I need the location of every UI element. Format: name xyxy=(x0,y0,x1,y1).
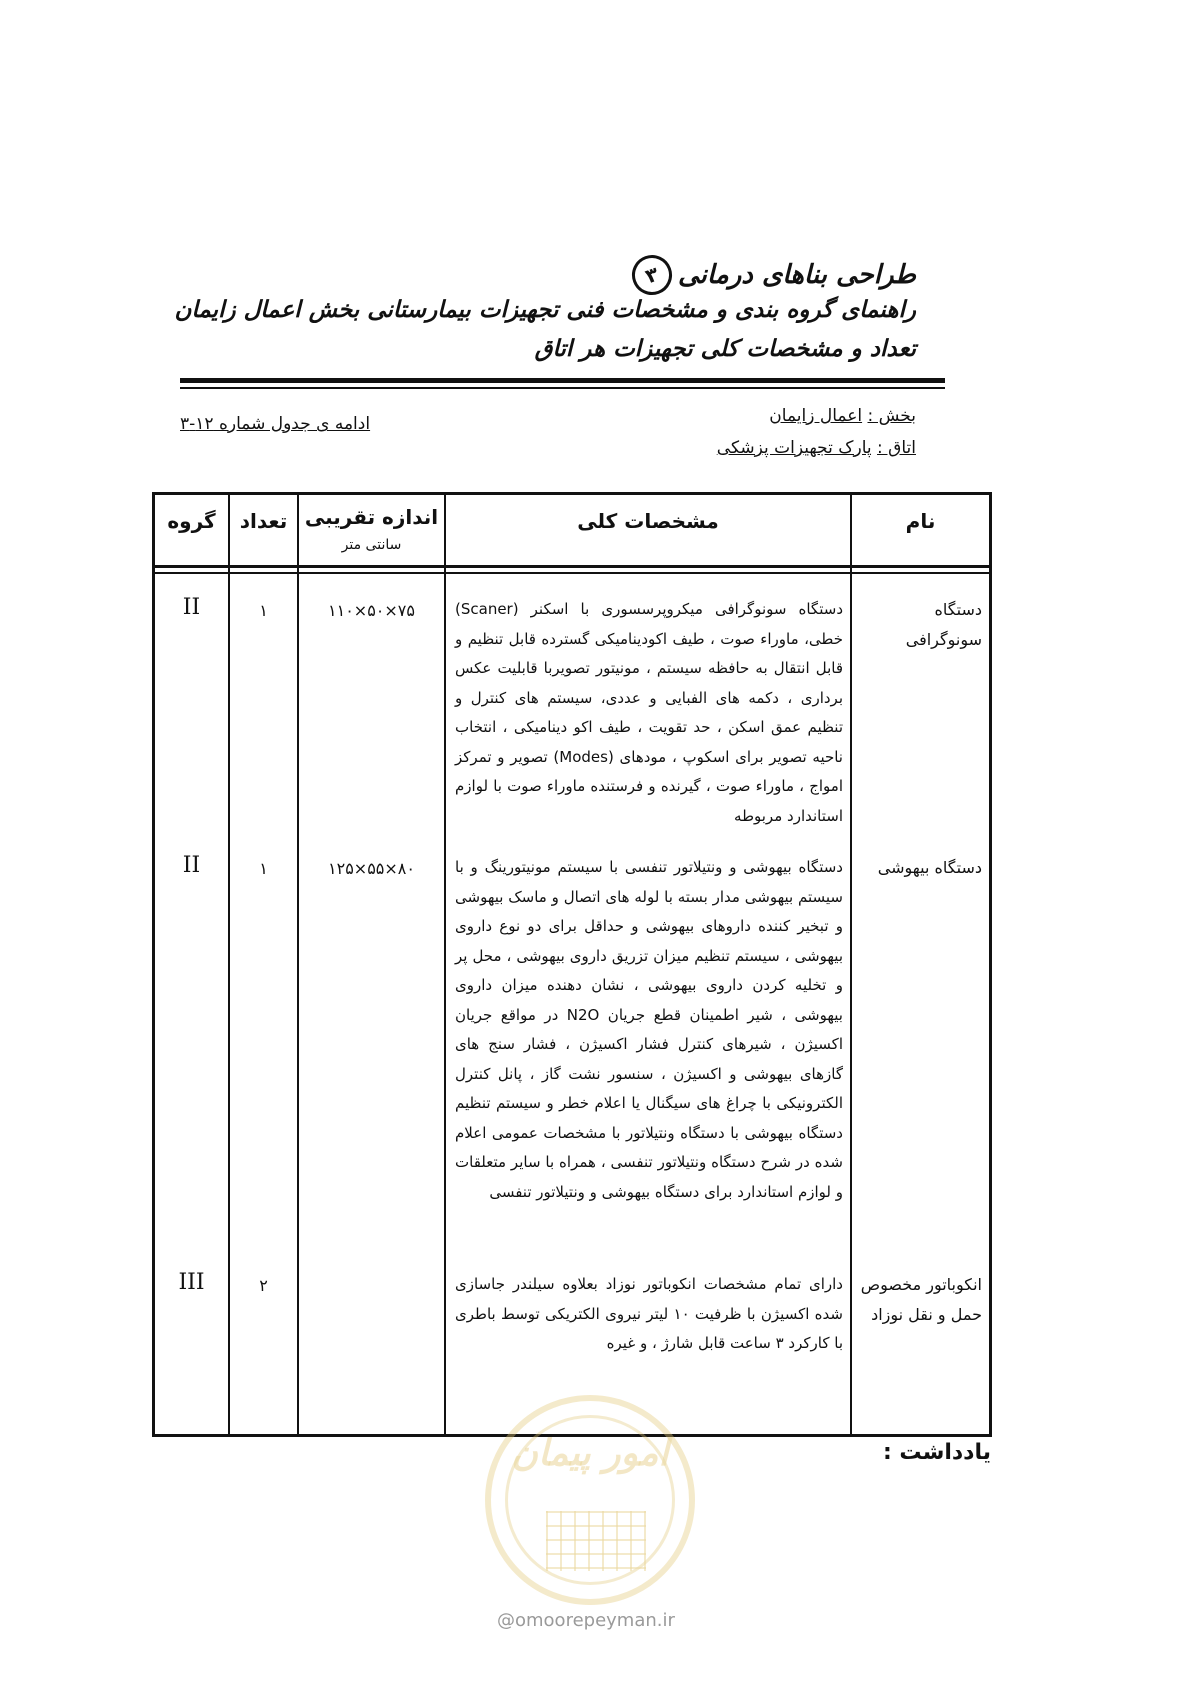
header-bottom-rule xyxy=(155,565,989,568)
continuation-text: ادامه ی جدول شماره ۱۲-۳ xyxy=(180,414,371,434)
col-divider-size xyxy=(444,495,446,1434)
book-title xyxy=(632,255,916,295)
header-size-unit: سانتی متر xyxy=(341,537,402,553)
col-divider-count xyxy=(297,495,299,1434)
row1-count: ۱ xyxy=(259,601,268,620)
seal-lettering: امور پیمان xyxy=(511,1433,669,1474)
row2-count: ۱ xyxy=(259,859,268,878)
table-continuation xyxy=(180,414,370,434)
row2-size: ۱۲۵×۵۵×۸۰ xyxy=(328,859,415,878)
row2-spec: دستگاه بیهوشی و ونتیلاتور تنفسی با سیستم مونیتورینگ و با سیستم بیهوشی مدار بسته با لوله های اتصال و ماسک بیهوشی و تبخیر کننده داروهای بیهوشی و حداقل برای دو نوع داروی بیهوشی ، سیستم تنظیم میزان تزریق داروی بیهوشی ، محل پر و تخلیه کردن داروی بیهوشی ، نشان دهنده میزان داروی بیهوشی ، شیر اطمینان قطع جریان N2O در مواقع جریان اکسیژن ، شیرهای کنترل فشار اکسیژن ، فشار سنج های گازهای بیهوشی و اکسیژن ، سنسور نشت گاز ، پانل کنترل الکترونیکی با چراغ های سیگنال یا اعلام خطر و سیستم تنظیم دستگاه بیهوشی با دستگاه ونتیلاتور با مشخصات عمومی اعلام شده در شرح دستگاه ونتیلاتور تنفسی ، همراه با سایر متعلقات و لوازم استاندارد برای دستگاه بیهوشی و ونتیلاتور تنفسی xyxy=(455,858,843,1201)
row2-name: دستگاه بیهوشی xyxy=(877,858,982,877)
header-group: گروه xyxy=(167,509,216,533)
watermark-seal xyxy=(485,1395,695,1605)
section-subtitle: تعداد و مشخصات کلی تجهیزات هر اتاق xyxy=(534,336,916,362)
room-label: اتاق : xyxy=(877,438,916,458)
header-spec: مشخصات کلی xyxy=(577,509,719,533)
row3-count: ۲ xyxy=(259,1276,268,1295)
guide-title: راهنمای گروه بندی و مشخصات فنی تجهیزات بیمارستانی بخش اعمال زایمان xyxy=(174,297,916,323)
row1-name: دستگاه سونوگرافی xyxy=(905,600,982,649)
header-count: تعداد xyxy=(239,509,288,533)
row2-group: II xyxy=(182,853,201,878)
seal-grid-pattern xyxy=(546,1511,646,1571)
section-label: بخش : xyxy=(867,406,916,426)
row1-spec: دستگاه سونوگرافی میکروپرسسوری با اسکنر (Scaner) خطی، ماوراء صوت ، طیف اکودینامیکی گسترده قابل تنظیم و قابل انتقال به حافظه سیستم ، مونیتور تصویربا قابلیت عکس برداری ، دکمه های الفبایی و عددی، سیستم های کنترل و تنظیم عمق اسکن ، حد تقویت ، طیف اکو دینامیکی ، انتخاب ناحیه تصویر برای اسکوپ ، مودهای (Modes) تصویر و تمرکز امواج ، ماوراء صوت ، گیرنده و فرستنده ماوراء صوت با لوازم استاندارد مربوطه xyxy=(455,600,843,825)
header-name: نام xyxy=(905,509,936,533)
row1-group: II xyxy=(182,595,201,620)
row3-name: انکوباتور مخصوص حمل و نقل نوزاد xyxy=(860,1275,982,1324)
col-divider-spec xyxy=(850,495,852,1434)
watermark-site: @omoorepeyman.ir xyxy=(497,1610,675,1631)
section-value: اعمال زایمان xyxy=(769,406,863,426)
room-value: پارک تجهیزات پزشکی xyxy=(716,438,872,458)
volume-badge: ۳ xyxy=(626,249,677,300)
room-line xyxy=(717,438,916,458)
header-rule-thin xyxy=(180,387,945,389)
book-title-text: طراحی بناهای درمانی xyxy=(678,260,916,290)
section-line xyxy=(769,406,916,426)
equipment-table xyxy=(152,492,992,1437)
row3-spec: دارای تمام مشخصات انکوباتور نوزاد بعلاوه سیلندر جاسازی شده اکسیژن با ظرفیت ۱۰ لیتر نیروی الکتریکی توسط باطری با کارکرد ۳ ساعت قابل شارژ ، و غیره xyxy=(455,1275,843,1352)
header-size: اندازه تقریبی xyxy=(304,505,439,529)
header-bottom-rule-thin xyxy=(155,572,989,574)
row3-group: III xyxy=(178,1270,205,1295)
header-rule-thick xyxy=(180,378,945,383)
note-label: یادداشت : xyxy=(882,1440,991,1465)
row1-size: ۱۱۰×۵۰×۷۵ xyxy=(328,601,415,620)
